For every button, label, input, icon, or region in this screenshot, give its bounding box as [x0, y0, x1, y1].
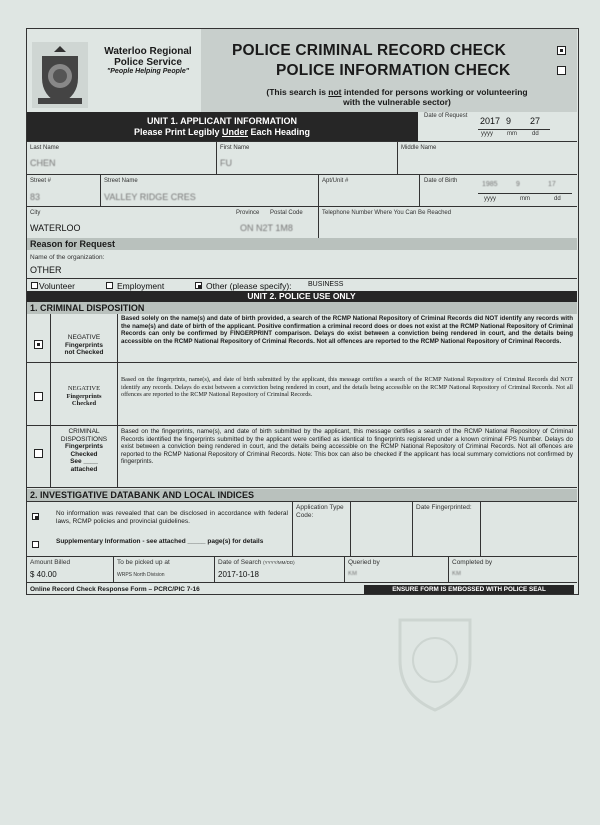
middle-name-label: Middle Name [401, 145, 437, 151]
street-no-label: Street # [30, 178, 52, 184]
search-date-label: Date of Search (YYYY/MM/DD) [218, 559, 295, 566]
date-of-request-label: Date of Request [424, 113, 468, 119]
investigative-heading: 2. INVESTIGATIVE DATABANK AND LOCAL INDICES [26, 489, 577, 501]
organization-value[interactable]: OTHER [30, 265, 62, 275]
dob-yyyy-label: yyyy [484, 196, 496, 202]
disposition-row-2-text: Based on the fingerprints, name(s), and date of birth submitted by the applicant, this message certifies a search of the RCMP National Repository of Criminal Records did NOT identify any records. Delays do exist between a conviction being rendered in court, and the details being accessible on the RCMP National Repository of Criminal Records. Not all offences are reported to the RCMP National Repository of Criminal Records. [121, 376, 573, 399]
unit1-heading: UNIT 1. APPLICANT INFORMATION [147, 116, 297, 126]
date-fingerprinted-label: Date Fingerprinted: [416, 504, 472, 511]
request-month[interactable]: 9 [506, 116, 512, 126]
amount-billed-value[interactable]: $ 40.00 [30, 570, 57, 579]
disposition-row-3-text: Based on the fingerprints, name(s), and date of birth submitted by the applicant, this message certifies a search of the RCMP National Repository of Criminal Records identified the fingerprints submitted by the applicant were certified as identical to fingerprints registered under a known criminal FPS Number. Delays do exist between a conviction being rendered in court, and the details being accessible on the RCMP National Repository of Criminal Records. Not all offences are reported to the RCMP National Repository of Criminal Records. Note: This box can also be checked if the applicant has local summary convictions not confirmed by fingerprints. [121, 428, 573, 466]
dob-label: Date of Birth [424, 178, 458, 184]
dob-dd-label: dd [554, 196, 561, 202]
pickup-value[interactable]: WRPS North Division [117, 572, 165, 578]
request-dd-label: dd [532, 131, 539, 137]
organization-label: Name of the organization: [30, 254, 105, 261]
embossed-seal-icon [380, 600, 490, 720]
city-value[interactable]: WATERLOO [30, 223, 81, 233]
org-name: Waterloo Regional Police Service [104, 46, 192, 68]
search-date-value[interactable]: 2017-10-18 [218, 570, 259, 579]
volunteer-label: Volunteer [39, 281, 75, 291]
form-id: Online Record Check Response Form – PCRC/PIC 7-16 [30, 586, 200, 593]
unit1-subheading: Please Print Legibly Under Each Heading [133, 127, 311, 137]
queried-by-value[interactable]: KM [348, 571, 357, 577]
title-police-information-check: POLICE INFORMATION CHECK [276, 62, 511, 79]
city-label: City [30, 210, 41, 216]
reason-heading: Reason for Request [26, 238, 577, 250]
amount-billed-label: Amount Billed [30, 559, 71, 566]
request-year[interactable]: 2017 [480, 116, 501, 126]
last-name-label: Last Name [30, 145, 60, 151]
dob-mm-label: mm [520, 196, 530, 202]
first-name-value[interactable]: FU [220, 158, 232, 168]
criminal-disposition-heading: 1. CRIMINAL DISPOSITION [26, 302, 577, 314]
org-slogan: "People Helping People" [106, 68, 190, 75]
pickup-label: To be picked up at [117, 559, 170, 566]
investigative-row-2-text: Supplementary Information - see attached _____ page(s) for details [56, 538, 264, 545]
investigative-row-1-text: No information was revealed that can be disclosed in accordance with federal laws, RCMP policies and provincial guidelines. [56, 510, 288, 525]
last-name-value[interactable]: CHEN [30, 158, 56, 168]
queried-by-label: Queried by [348, 559, 380, 566]
emboss-notice: ENSURE FORM IS EMBOSSED WITH POLICE SEAL [364, 585, 574, 594]
street-name-value[interactable]: VALLEY RIDGE CRES [104, 192, 196, 202]
street-name-label: Street Name [104, 178, 138, 184]
disposition-row-3-label: CRIMINAL DISPOSITIONS Fingerprints Checked See ____ attached [60, 428, 108, 473]
form-frame [26, 28, 579, 595]
phone-label: Telephone Number Where You Can Be Reached [322, 210, 452, 216]
request-yyyy-label: yyyy [481, 131, 493, 137]
dob-month[interactable]: 9 [516, 181, 520, 188]
application-type-label: Application Type Code: [296, 504, 344, 519]
header-subtitle: (This search is not intended for persons working or volunteering with the vulnerable sector) [266, 87, 528, 107]
dob-day[interactable]: 17 [548, 181, 556, 188]
dob-year[interactable]: 1985 [482, 181, 498, 188]
first-name-label: First Name [220, 145, 250, 151]
title-criminal-record-check: POLICE CRIMINAL RECORD CHECK [232, 42, 506, 59]
request-mm-label: mm [507, 131, 517, 137]
postal-label: Postal Code [270, 210, 303, 216]
other-label: Other (please specify): [206, 281, 292, 291]
other-value[interactable]: BUSINESS [308, 281, 344, 288]
disposition-row-2-label: NEGATIVE Fingerprints Checked [66, 385, 102, 408]
employment-label: Employment [117, 281, 165, 291]
disposition-row-1-text: Based solely on the name(s) and date of birth provided, a search of the RCMP National Repository of Criminal Records did NOT identify any records with the name(s) and date of birth of the applicant. Positive confirmation a criminal record does or does not exist at the RCMP National Repository of Criminal Records can only be confirmed by FINGERPRINT comparison. Delays do exist between a conviction being rendered in court, and the details being accessible on the RCMP National Repository of Criminal Records. Not all offences are reported to the RCMP National Repository of Criminal Records. [121, 315, 573, 345]
street-no-value[interactable]: 83 [30, 192, 41, 202]
apt-label: Apt/Unit # [322, 178, 349, 184]
unit2-heading: UNIT 2. POLICE USE ONLY [26, 291, 577, 302]
disposition-row-1-label: NEGATIVE Fingerprints not Checked [64, 334, 104, 357]
request-day[interactable]: 27 [530, 116, 541, 126]
province-label: Province [236, 210, 260, 216]
province-postal-value[interactable]: ON N2T 1M8 [240, 223, 293, 233]
completed-by-label: Completed by [452, 559, 493, 566]
completed-by-value[interactable]: KM [452, 571, 461, 577]
